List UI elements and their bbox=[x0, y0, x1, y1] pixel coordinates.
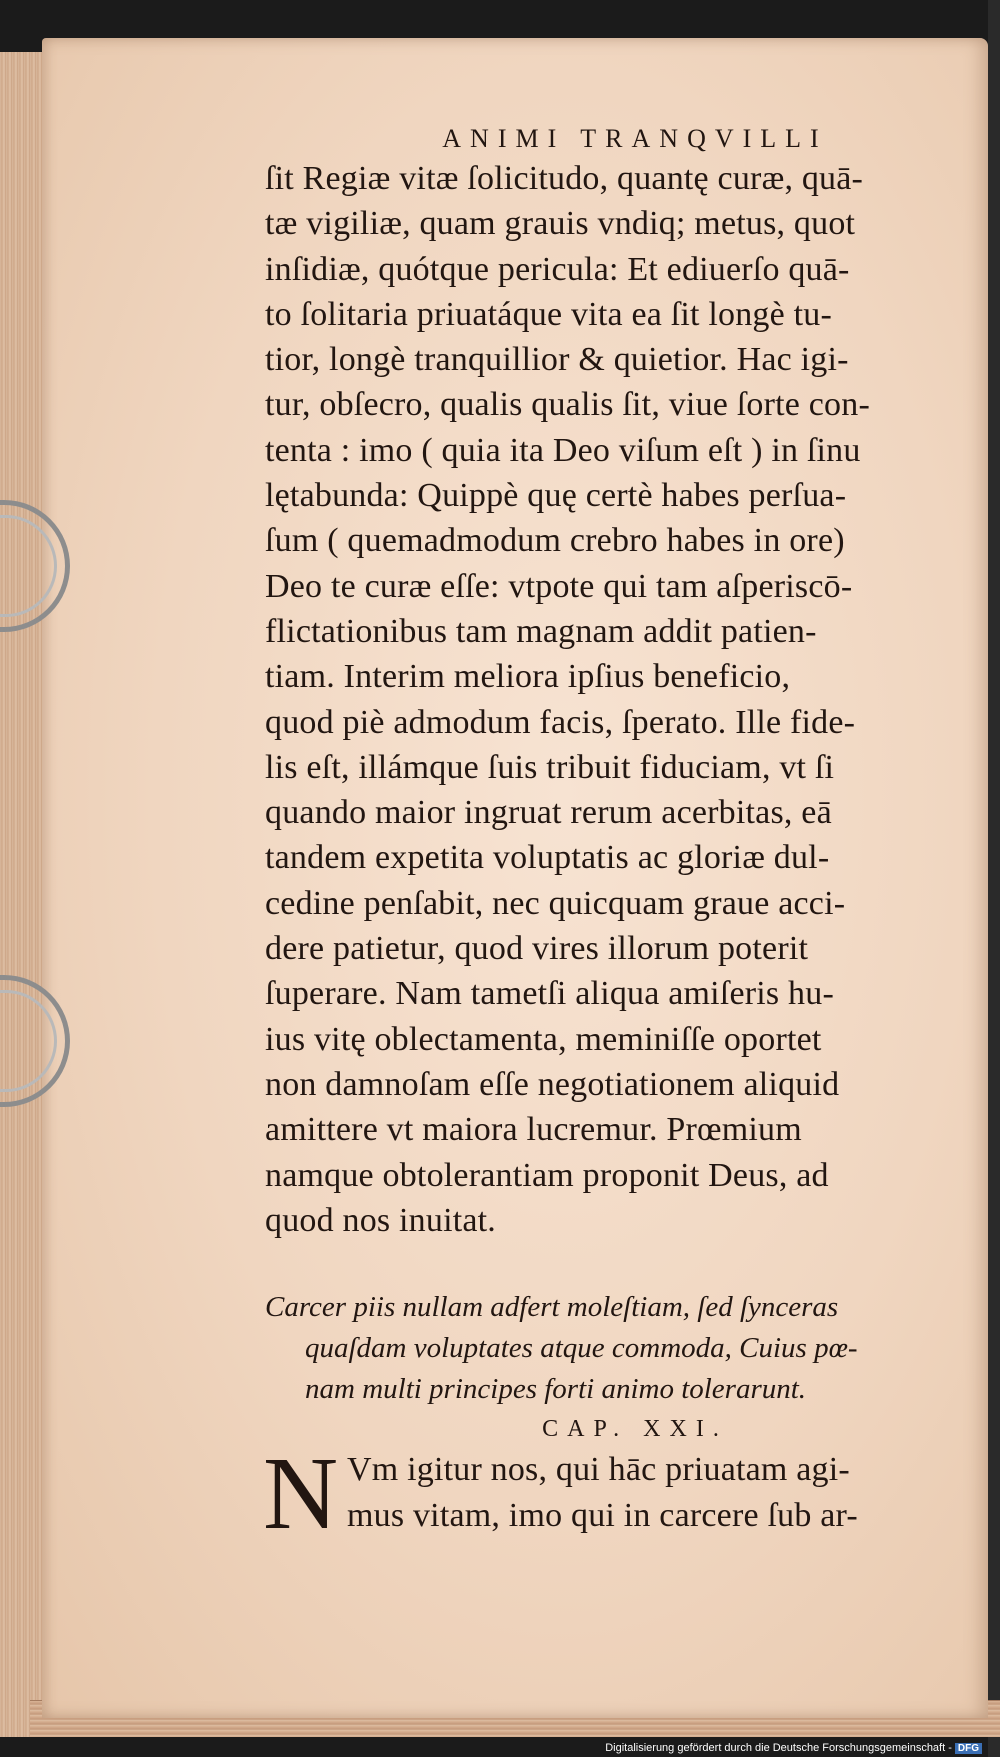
text-line: to ſolitaria priuatáque vita ea ſit longè tu- bbox=[265, 295, 832, 333]
chapter-summary bbox=[265, 1287, 955, 1410]
text-line: quod piè admodum facis, ſperato. Ille fide- bbox=[265, 703, 856, 741]
credit-text: Digitalisierung gefördert durch die Deutsche Forschungsgemeinschaft - bbox=[605, 1742, 952, 1754]
digitization-credit bbox=[601, 1741, 986, 1755]
scan-border bbox=[988, 0, 1000, 1757]
text-line: Vm igitur nos, qui hāc priuatam agi- bbox=[347, 1451, 850, 1489]
dfg-badge: DFG bbox=[955, 1743, 982, 1754]
text-line: Deo te curæ eſſe: vtpote qui tam aſperiscō- bbox=[265, 567, 853, 605]
text-line: ſit Regiæ vitæ ſolicitudo, quantę curæ, quā- bbox=[265, 160, 864, 197]
text-line: ſum ( quemadmodum crebro habes in ore) bbox=[265, 522, 845, 560]
drop-cap: N bbox=[263, 1436, 339, 1552]
summary-line: nam multi principes forti animo tolerarunt. bbox=[305, 1373, 807, 1406]
chapter-heading: CAP. XXI. bbox=[542, 1416, 728, 1443]
text-line: amittere vt maiora lucremur. Prœmium bbox=[265, 1111, 802, 1149]
text-line: lis eſt, illámque ſuis tribuit fiduciam, vt ſi bbox=[265, 748, 835, 786]
text-line: tandem expetita voluptatis ac gloriæ dul- bbox=[265, 839, 830, 877]
body-text bbox=[265, 156, 955, 1243]
text-line: tior, longè tranquillior & quietior. Hac igi- bbox=[265, 341, 849, 379]
running-head: ANIMI TRANQVILLI bbox=[442, 124, 828, 153]
chapter-body bbox=[263, 1436, 955, 1552]
summary-line: Carcer piis nullam adfert moleſtiam, ſed ſynceras bbox=[265, 1291, 839, 1324]
text-line: tur, obſecro, qualis qualis ſit, viue ſorte con- bbox=[265, 386, 870, 424]
text-line: mus vitam, imo qui in carcere ſub ar- bbox=[347, 1497, 858, 1535]
text-line: tæ vigiliæ, quam grauis vndiq; metus, quot bbox=[265, 205, 856, 243]
text-line: quando maior ingruat rerum acerbitas, eā bbox=[265, 794, 832, 832]
text-line: tenta : imo ( quia ita Deo viſum eſt ) in ſinu bbox=[265, 431, 861, 469]
text-line: non damnoſam eſſe negotiationem aliquid bbox=[265, 1065, 840, 1103]
page-text-block bbox=[263, 124, 955, 1552]
text-line: lętabunda: Quippè quę certè habes perſua- bbox=[265, 477, 847, 515]
book-page-edges bbox=[0, 52, 46, 1737]
text-line: namque obtolerantiam proponit Deus, ad bbox=[265, 1156, 829, 1194]
text-line: ius vitę oblectamenta, meminiſſe oportet bbox=[265, 1020, 822, 1058]
text-line: flictationibus tam magnam addit patien- bbox=[265, 612, 817, 650]
text-line: dere patietur, quod vires illorum poterit bbox=[265, 930, 809, 968]
text-line: quod nos inuitat. bbox=[265, 1201, 497, 1239]
text-line: ſuperare. Nam tametſi aliqua amiſeris hu- bbox=[265, 975, 834, 1013]
text-line: cedine penſabit, nec quicquam graue acci- bbox=[265, 884, 846, 922]
summary-line: quaſdam voluptates atque commoda, Cuius pœ- bbox=[305, 1332, 858, 1365]
text-line: tiam. Interim meliora ipſius beneficio, bbox=[265, 658, 791, 696]
text-line: inſidiæ, quótque pericula: Et ediuerſo quā- bbox=[265, 250, 850, 288]
